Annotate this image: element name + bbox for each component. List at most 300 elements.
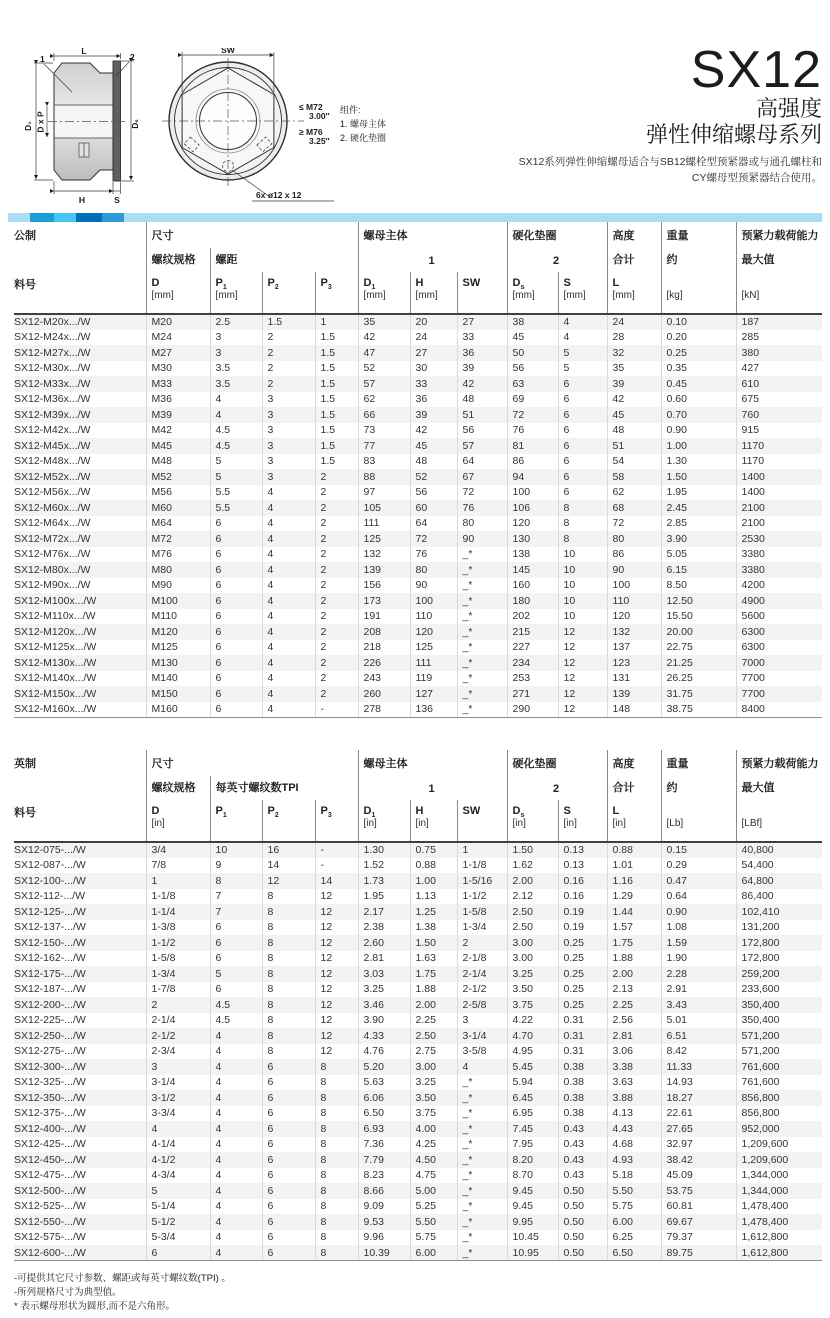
column-group-header: 硬化垫圈 [507, 222, 607, 248]
part-number-cell: SX12-M33x.../W [14, 377, 91, 390]
value-cell: 1.88 [607, 951, 661, 967]
value-cell: 10 [558, 609, 607, 625]
value-cell: 6.00 [410, 1245, 457, 1261]
value-cell: 0.38 [558, 1075, 607, 1091]
value-cell: 12 [558, 671, 607, 687]
column-header: SW [457, 272, 507, 314]
value-cell: 191 [358, 609, 410, 625]
table-system-label: 英制 [14, 758, 36, 770]
part-number-cell: SX12-M64x.../W [14, 517, 91, 530]
column-group-header: 螺母主体 [358, 222, 507, 248]
value-cell: 5.00 [410, 1183, 457, 1199]
value-cell: 8 [262, 997, 315, 1013]
value-cell: 42 [607, 392, 661, 408]
part-number-cell: SX12-M27x.../W [14, 346, 91, 359]
value-cell: 8 [262, 1028, 315, 1044]
value-cell: 7 [210, 904, 262, 920]
value-cell: 12 [558, 686, 607, 702]
footnote-2: -所列规格尺寸为典型值。 [14, 1286, 122, 1298]
value-cell: 3.90 [358, 1013, 410, 1029]
value-cell: 6 [210, 609, 262, 625]
value-cell: 0.16 [558, 873, 607, 889]
hole-note-label: 6x ø12 x 12 [256, 190, 302, 200]
value-cell: 4.50 [410, 1152, 457, 1168]
value-cell: 2 [315, 547, 358, 563]
value-cell: 2 [315, 640, 358, 656]
value-cell: 2.75 [410, 1044, 457, 1060]
dim-label-Ds: Dₛ [130, 119, 140, 129]
part-number-cell: SX12-M120x.../W [14, 625, 97, 638]
value-cell: M30 [146, 361, 210, 377]
value-cell: 215 [507, 624, 558, 640]
value-cell: M39 [146, 407, 210, 423]
value-cell: 6 [262, 1121, 315, 1137]
value-cell: 8 [262, 904, 315, 920]
value-cell: 15.50 [661, 609, 736, 625]
value-cell: M160 [146, 702, 210, 718]
column-subgroup-header: 螺纹规格 [146, 776, 210, 800]
table-row [14, 873, 822, 889]
value-cell: 3.63 [607, 1075, 661, 1091]
value-cell: 123 [607, 655, 661, 671]
value-cell: 94 [507, 469, 558, 485]
value-cell: 2 [262, 330, 315, 346]
value-cell: _* [457, 609, 507, 625]
value-cell: 180 [507, 593, 558, 609]
part-number-cell: SX12-375-.../W [14, 1107, 86, 1120]
value-cell: 10 [210, 842, 262, 858]
value-cell: 3.75 [410, 1106, 457, 1122]
column-header: $P_3$ [315, 800, 358, 842]
value-cell: 2-1/2 [146, 1028, 210, 1044]
part-number-cell: SX12-M80x.../W [14, 563, 91, 576]
column-header: $P_2$ [262, 800, 315, 842]
value-cell: 3 [262, 438, 315, 454]
value-cell: 8.50 [661, 578, 736, 594]
value-cell: 1.57 [607, 920, 661, 936]
value-cell: 5.45 [507, 1059, 558, 1075]
value-cell: 5 [558, 345, 607, 361]
value-cell: 12 [262, 873, 315, 889]
part-number-cell: SX12-M56x.../W [14, 486, 91, 499]
value-cell: 4 [210, 1028, 262, 1044]
value-cell: 4.95 [507, 1044, 558, 1060]
value-cell: 10 [558, 578, 607, 594]
table-row [14, 547, 822, 563]
value-cell: 20.00 [661, 624, 736, 640]
value-cell: 243 [358, 671, 410, 687]
value-cell: 3 [457, 1013, 507, 1029]
value-cell: 0.19 [558, 904, 607, 920]
value-cell: 156 [358, 578, 410, 594]
value-cell: 2 [315, 562, 358, 578]
value-cell: 31.75 [661, 686, 736, 702]
value-cell: 12 [315, 982, 358, 998]
value-cell: 1.62 [507, 858, 558, 874]
size-note-ge: ≥ M76 [299, 127, 323, 137]
value-cell: 4 [558, 330, 607, 346]
column-header: $P_3$ [315, 272, 358, 314]
table-row [14, 904, 822, 920]
value-cell: 4.5 [210, 423, 262, 439]
value-cell: 2 [315, 578, 358, 594]
value-cell: 2 [315, 516, 358, 532]
value-cell: 3 [210, 330, 262, 346]
value-cell: 38 [507, 314, 558, 330]
value-cell: 2-1/4 [146, 1013, 210, 1029]
value-cell: 0.13 [558, 842, 607, 858]
table-row [14, 609, 822, 625]
table-row [14, 1137, 822, 1153]
value-cell: 4 [262, 640, 315, 656]
value-cell: M56 [146, 485, 210, 501]
value-cell: 7.45 [507, 1121, 558, 1137]
value-cell: 350,400 [736, 997, 822, 1013]
value-cell: 0.31 [558, 1044, 607, 1060]
part-number-cell: SX12-M130x.../W [14, 656, 97, 669]
part-number-cell: SX12-125-.../W [14, 905, 86, 918]
column-header: $P_1$ [210, 800, 262, 842]
value-cell: 0.16 [558, 889, 607, 905]
value-cell: 173 [358, 593, 410, 609]
dim-label-S: S [114, 195, 120, 205]
value-cell: 856,800 [736, 1106, 822, 1122]
value-cell: 6.95 [507, 1106, 558, 1122]
value-cell: 1,478,400 [736, 1214, 822, 1230]
part-number-cell: SX12-275-.../W [14, 1045, 86, 1058]
value-cell: 119 [410, 671, 457, 687]
column-group-header: 预紧力载荷能力 [736, 750, 822, 776]
value-cell: 0.43 [558, 1168, 607, 1184]
table-row [14, 485, 822, 501]
table-row [14, 469, 822, 485]
series-name: SX12 [690, 41, 822, 99]
size-note-le-inch: 3.00″ [309, 111, 330, 121]
value-cell: 132 [607, 624, 661, 640]
value-cell: 136 [410, 702, 457, 718]
column-header: SW [457, 800, 507, 842]
table-row [14, 702, 822, 718]
value-cell: 6300 [736, 624, 822, 640]
value-cell: 100 [410, 593, 457, 609]
value-cell: 4.22 [507, 1013, 558, 1029]
value-cell: 0.90 [661, 423, 736, 439]
value-cell: 36 [457, 345, 507, 361]
column-subgroup-header: 螺距 [210, 248, 358, 272]
subtitle-strength: 高强度 [755, 96, 822, 121]
value-cell: 285 [736, 330, 822, 346]
table-row [14, 1075, 822, 1091]
value-cell: 5.50 [410, 1214, 457, 1230]
callout-1-label: 1 [40, 54, 45, 64]
value-cell: - [315, 842, 358, 858]
value-cell: 1-1/8 [457, 858, 507, 874]
column-header: $D_s$ [in] [507, 800, 558, 842]
value-cell: 856,800 [736, 1090, 822, 1106]
value-cell: 35 [607, 361, 661, 377]
value-cell: 5600 [736, 609, 822, 625]
value-cell: 53.75 [661, 1183, 736, 1199]
value-cell: _* [457, 562, 507, 578]
value-cell: 33 [410, 376, 457, 392]
value-cell: 10 [558, 593, 607, 609]
value-cell: 6 [210, 702, 262, 718]
table-system-label: 公制 [14, 230, 36, 242]
part-number-cell: SX12-425-.../W [14, 1138, 86, 1151]
value-cell: 4900 [736, 593, 822, 609]
value-cell: 89.75 [661, 1245, 736, 1261]
value-cell: 1400 [736, 485, 822, 501]
part-number-cell: SX12-525-.../W [14, 1200, 86, 1213]
value-cell: 80 [457, 516, 507, 532]
value-cell: 10.45 [507, 1230, 558, 1246]
column-group-header: 尺寸 [146, 750, 358, 776]
value-cell: 1.5 [315, 376, 358, 392]
value-cell: 6 [210, 951, 262, 967]
value-cell: 1.25 [410, 904, 457, 920]
value-cell: 12 [558, 640, 607, 656]
value-cell: 5 [210, 454, 262, 470]
value-cell: 1,344,000 [736, 1168, 822, 1184]
value-cell: _* [457, 1152, 507, 1168]
value-cell: 1 [146, 873, 210, 889]
value-cell: 8 [262, 935, 315, 951]
value-cell: 915 [736, 423, 822, 439]
value-cell: 3-1/2 [146, 1090, 210, 1106]
value-cell: 12 [315, 904, 358, 920]
value-cell: 1-1/2 [457, 889, 507, 905]
value-cell: 48 [410, 454, 457, 470]
value-cell: 28 [607, 330, 661, 346]
accent-bar-segment [30, 213, 54, 222]
part-number-cell: SX12-M52x.../W [14, 470, 91, 483]
value-cell: 1-1/4 [146, 904, 210, 920]
value-cell: 6 [210, 547, 262, 563]
series-description-line1: SX12系列弹性伸缩螺母适合与SB12螺栓型预紧器或与通孔螺柱和 [518, 155, 822, 168]
column-subgroup-header: 最大值 [736, 776, 822, 800]
value-cell: M48 [146, 454, 210, 470]
value-cell: 64 [457, 454, 507, 470]
value-cell: _* [457, 1121, 507, 1137]
value-cell: 1.90 [661, 951, 736, 967]
part-number-cell: SX12-175-.../W [14, 967, 86, 980]
value-cell: 5.75 [410, 1230, 457, 1246]
part-number-cell: SX12-325-.../W [14, 1076, 86, 1089]
value-cell: 127 [410, 686, 457, 702]
value-cell: 3.00 [507, 935, 558, 951]
value-cell: 2 [315, 593, 358, 609]
value-cell: 761,600 [736, 1075, 822, 1091]
value-cell: 5 [210, 966, 262, 982]
value-cell: 51 [607, 438, 661, 454]
value-cell: 3.75 [507, 997, 558, 1013]
value-cell: 253 [507, 671, 558, 687]
value-cell: 227 [507, 640, 558, 656]
legend-item-body: 1. 螺母主体 [340, 118, 387, 129]
value-cell: 45 [410, 438, 457, 454]
column-subgroup-header: 最大值 [736, 248, 822, 272]
value-cell: 0.25 [558, 935, 607, 951]
value-cell: 4 [210, 1090, 262, 1106]
value-cell: 1.30 [661, 454, 736, 470]
value-cell: 0.31 [558, 1013, 607, 1029]
value-cell: - [315, 858, 358, 874]
value-cell: 3.88 [607, 1090, 661, 1106]
value-cell: 1-1/2 [146, 935, 210, 951]
value-cell: 0.31 [558, 1028, 607, 1044]
value-cell: 6 [210, 562, 262, 578]
value-cell: 2 [315, 609, 358, 625]
value-cell: 69.67 [661, 1214, 736, 1230]
value-cell: 22.61 [661, 1106, 736, 1122]
value-cell: 675 [736, 392, 822, 408]
value-cell: 6 [262, 1106, 315, 1122]
value-cell: 8 [315, 1106, 358, 1122]
value-cell: _* [457, 686, 507, 702]
value-cell: 45.09 [661, 1168, 736, 1184]
value-cell: 2.50 [507, 904, 558, 920]
value-cell: 2.50 [410, 1028, 457, 1044]
value-cell: 80 [410, 562, 457, 578]
value-cell: 4 [558, 314, 607, 330]
table-row [14, 858, 822, 874]
part-number-cell: SX12-575-.../W [14, 1231, 86, 1244]
value-cell: _* [457, 1137, 507, 1153]
value-cell: 3.5 [210, 361, 262, 377]
value-cell: 2 [315, 485, 358, 501]
value-cell: M140 [146, 671, 210, 687]
value-cell: 125 [410, 640, 457, 656]
value-cell: _* [457, 624, 507, 640]
value-cell: M125 [146, 640, 210, 656]
value-cell: 73 [358, 423, 410, 439]
value-cell: 8400 [736, 702, 822, 718]
value-cell: 6 [210, 686, 262, 702]
value-cell: 4.93 [607, 1152, 661, 1168]
value-cell: 1,612,800 [736, 1230, 822, 1246]
value-cell: _* [457, 547, 507, 563]
table-row [14, 1059, 822, 1075]
value-cell: 4.33 [358, 1028, 410, 1044]
value-cell: 56 [507, 361, 558, 377]
value-cell: 6 [558, 485, 607, 501]
value-cell: 35 [358, 314, 410, 330]
column-header: $D_1$ [mm] [358, 272, 410, 314]
value-cell: 427 [736, 361, 822, 377]
value-cell: 6.00 [607, 1214, 661, 1230]
table-row [14, 1245, 822, 1261]
value-cell: 22.75 [661, 640, 736, 656]
value-cell: 278 [358, 702, 410, 718]
value-cell: 5.25 [410, 1199, 457, 1215]
value-cell: 36 [410, 392, 457, 408]
value-cell: 2.13 [607, 982, 661, 998]
value-cell: 111 [358, 516, 410, 532]
value-cell: 40,800 [736, 842, 822, 858]
value-cell: 2.5 [210, 314, 262, 330]
value-cell: 63 [507, 376, 558, 392]
value-cell: 6 [262, 1090, 315, 1106]
value-cell: 5.5 [210, 485, 262, 501]
value-cell: 51 [457, 407, 507, 423]
value-cell: 47 [358, 345, 410, 361]
value-cell: 10 [558, 562, 607, 578]
value-cell: 16 [262, 842, 315, 858]
value-cell: 8 [315, 1199, 358, 1215]
value-cell: 72 [607, 516, 661, 532]
value-cell: 6 [210, 671, 262, 687]
table-row [14, 1121, 822, 1137]
value-cell: 202 [507, 609, 558, 625]
value-cell: 1.08 [661, 920, 736, 936]
table-row [14, 314, 822, 330]
value-cell: 64 [410, 516, 457, 532]
value-cell: 2.81 [607, 1028, 661, 1044]
table-row [14, 500, 822, 516]
value-cell: 6 [262, 1199, 315, 1215]
table-row [14, 889, 822, 905]
value-cell: 1,209,600 [736, 1137, 822, 1153]
value-cell: 1.5 [315, 454, 358, 470]
column-header: S [in] [558, 800, 607, 842]
value-cell: 350,400 [736, 1013, 822, 1029]
value-cell: 0.20 [661, 330, 736, 346]
footnote-3: * 表示螺母形状为圆形,而不是六角形。 [14, 1300, 175, 1312]
table-row [14, 454, 822, 470]
value-cell: 8.20 [507, 1152, 558, 1168]
table-row [14, 330, 822, 346]
value-cell: 4.00 [410, 1121, 457, 1137]
value-cell: 1-3/8 [146, 920, 210, 936]
part-number-cell: SX12-M39x.../W [14, 408, 91, 421]
value-cell: 1,478,400 [736, 1199, 822, 1215]
part-number-cell: SX12-M30x.../W [14, 362, 91, 375]
value-cell: 4 [262, 562, 315, 578]
part-number-cell: SX12-112-.../W [14, 890, 85, 903]
value-cell: 0.75 [410, 842, 457, 858]
value-cell: 5.94 [507, 1075, 558, 1091]
table-row [14, 1214, 822, 1230]
table-row [14, 1183, 822, 1199]
value-cell: 12 [315, 920, 358, 936]
value-cell: _* [457, 578, 507, 594]
value-cell: 52 [358, 361, 410, 377]
value-cell: 4.13 [607, 1106, 661, 1122]
value-cell: 2.25 [607, 997, 661, 1013]
value-cell: 4 [262, 547, 315, 563]
value-cell: 2.00 [607, 966, 661, 982]
value-cell: M60 [146, 500, 210, 516]
value-cell: 54 [607, 454, 661, 470]
value-cell: 2.12 [507, 889, 558, 905]
value-cell: 4 [262, 485, 315, 501]
dim-label-H: H [78, 195, 86, 205]
value-cell: 30 [410, 361, 457, 377]
value-cell: 110 [410, 609, 457, 625]
table-row [14, 624, 822, 640]
value-cell: 5.63 [358, 1075, 410, 1091]
value-cell: 2100 [736, 500, 822, 516]
value-cell: 8 [262, 1044, 315, 1060]
part-number-cell: SX12-500-.../W [14, 1184, 86, 1197]
value-cell: 4 [262, 702, 315, 718]
column-header: D [in] [146, 800, 210, 842]
part-number-cell: SX12-600-.../W [14, 1245, 146, 1261]
value-cell: M27 [146, 345, 210, 361]
value-cell: 1.50 [507, 842, 558, 858]
value-cell: 64,800 [736, 873, 822, 889]
value-cell: 7000 [736, 655, 822, 671]
